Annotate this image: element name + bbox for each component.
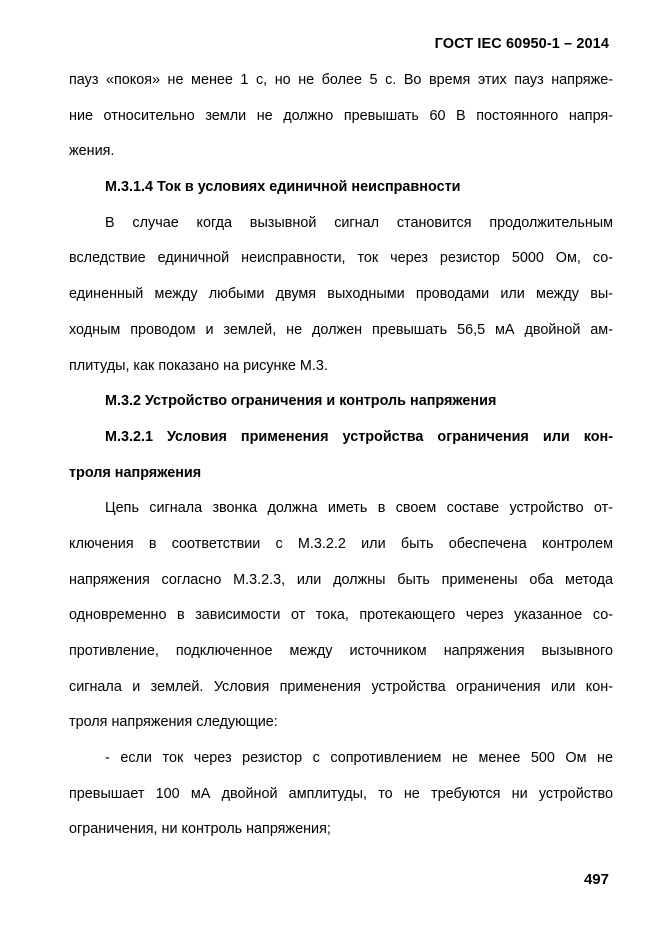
- document-body: [69, 63, 613, 848]
- body-line: единенный между любыми двумя выходными проводами или между вы-: [69, 286, 613, 303]
- body-line: Цепь сигнала звонка должна иметь в своем составе устройство от-: [105, 500, 613, 517]
- body-line: превышает 100 мА двойной амплитуды, то не требуются ни устройство: [69, 785, 613, 802]
- body-line: вследствие единичной неисправности, ток через резистор 5000 Ом, со-: [69, 250, 613, 267]
- body-line: ние относительно земли не должно превышать 60 В постоянного напря-: [69, 107, 613, 124]
- list-item: - если ток через резистор с сопротивлением не менее 500 Ом не: [105, 750, 613, 767]
- body-line: ключения в соответствии с М.3.2.2 или быть обеспечена контролем: [69, 535, 613, 552]
- body-line: В случае когда вызывной сигнал становится продолжительным: [105, 214, 613, 231]
- body-line: троля напряжения следующие:: [69, 714, 278, 731]
- body-line: плитуды, как показано на рисунке М.3.: [69, 357, 328, 374]
- section-heading: троля напряжения: [69, 464, 202, 481]
- body-line: ограничения, ни контроль напряжения;: [69, 821, 331, 838]
- body-line: одновременно в зависимости от тока, протекающего через указанное со-: [69, 607, 613, 624]
- section-heading: М.3.2.1 Условия применения устройства ограничения или кон-: [105, 428, 613, 445]
- document-header: ГОСТ IEC 60950-1 – 2014: [434, 36, 609, 52]
- section-heading: М.3.1.4 Ток в условиях единичной неисправности: [105, 179, 461, 196]
- body-line: жения.: [69, 143, 115, 160]
- page-number: 497: [583, 871, 609, 888]
- section-heading: М.3.2 Устройство ограничения и контроль напряжения: [105, 393, 497, 410]
- body-line: сигнала и землей. Условия применения устройства ограничения или кон-: [69, 678, 613, 695]
- body-line: противление, подключенное между источником напряжения вызывного: [69, 643, 613, 659]
- body-line: пауз «покоя» не менее 1 с, но не более 5 с. Во время этих пауз напряже-: [69, 72, 613, 88]
- body-line: ходным проводом и землей, не должен превышать 56,5 мА двойной ам-: [69, 321, 613, 338]
- body-line: напряжения согласно М.3.2.3, или должны быть применены оба метода: [69, 571, 613, 588]
